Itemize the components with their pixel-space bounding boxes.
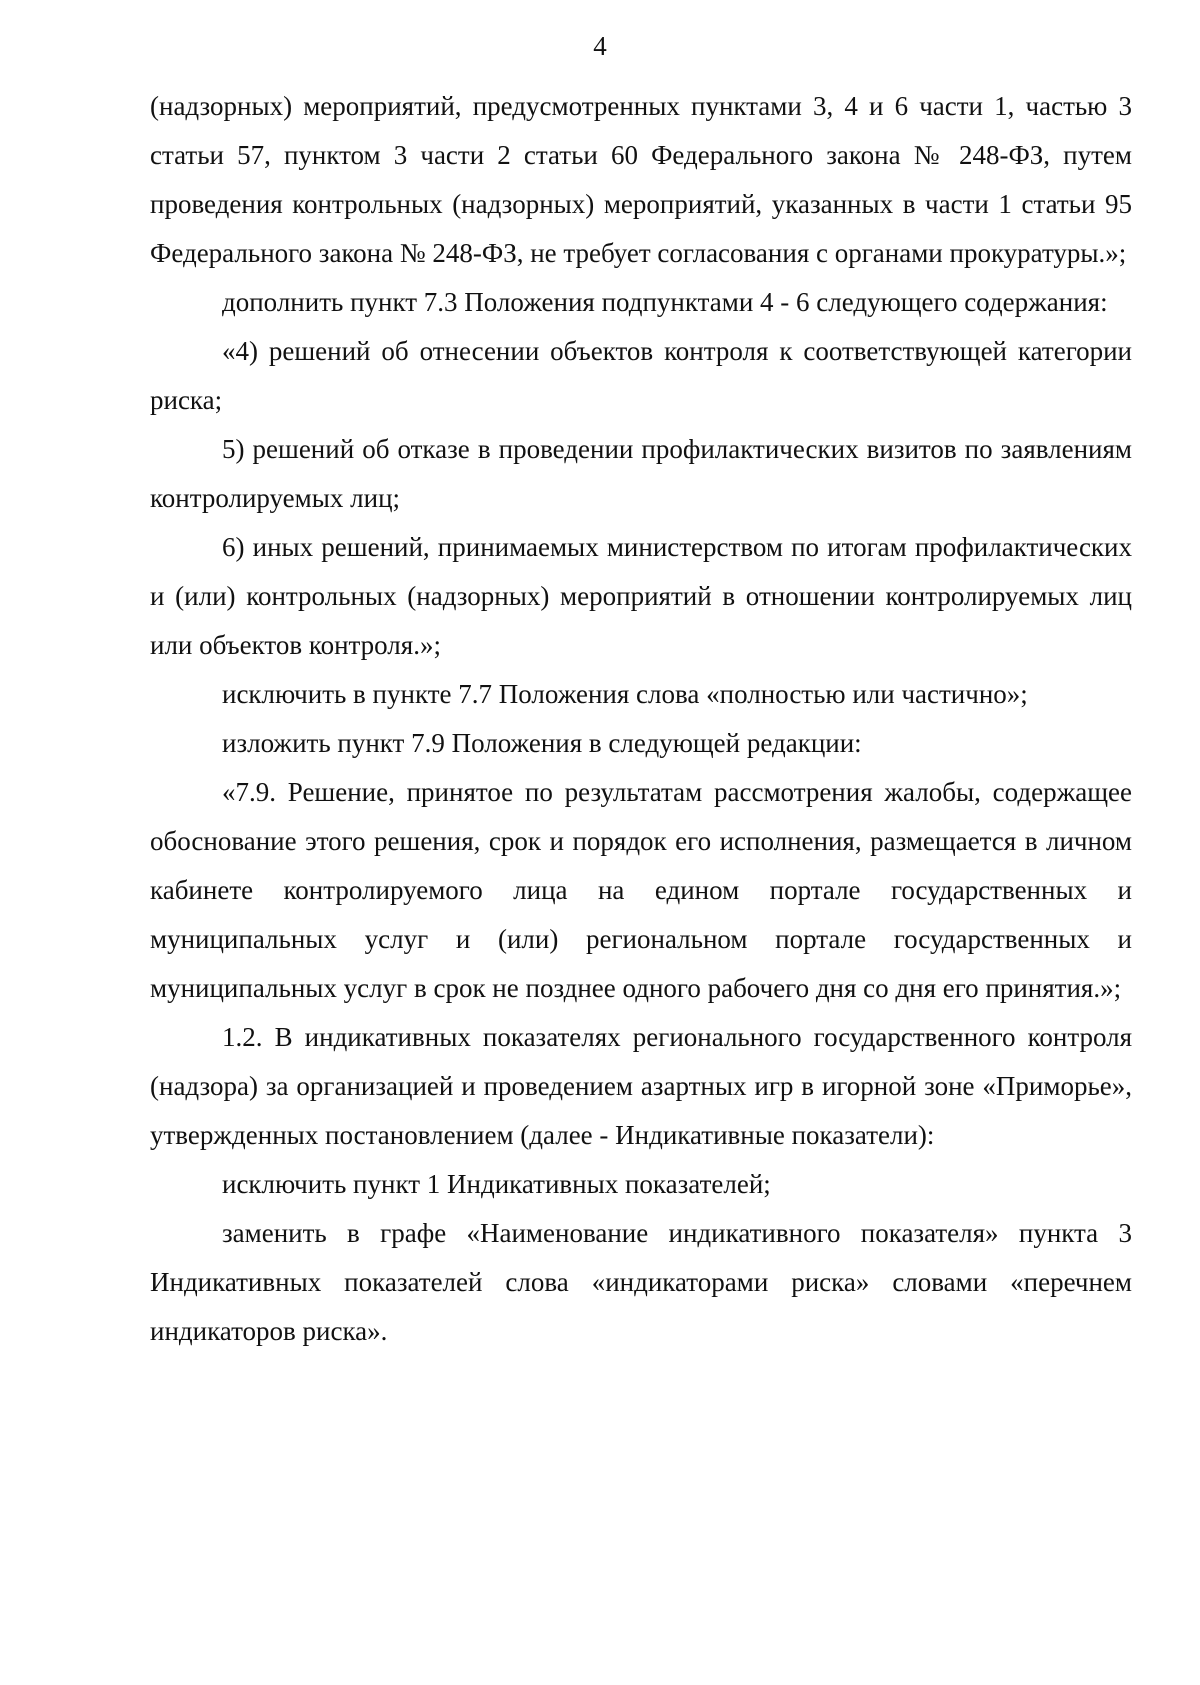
document-body	[150, 82, 1132, 1356]
paragraph-amend-7-7: исключить в пункте 7.7 Положения слова «полностью или частично»;	[222, 679, 1028, 709]
paragraph-subitem-6: 6) иных решений, принимаемых министерством по итогам профилактических и (или) контрольных (надзорных) мероприятий в отношении контролируемых лиц или объектов контроля.»;	[150, 532, 1132, 660]
paragraph-subitem-5: 5) решений об отказе в проведении профилактических визитов по заявлениям контролируемых лиц;	[150, 434, 1132, 513]
paragraph-section-1-2: 1.2. В индикативных показателях регионального государственного контроля (надзора) за организацией и проведением азартных игр в игорной зоне «Приморье», утвержденных постановлением (далее - Индикативные показатели):	[150, 1022, 1132, 1150]
page-number: 4	[593, 31, 607, 61]
paragraph-exclude-item-1: исключить пункт 1 Индикативных показателей;	[222, 1169, 771, 1199]
paragraph-amend-7-9: изложить пункт 7.9 Положения в следующей редакции:	[222, 728, 862, 758]
paragraph-replace-item-3: заменить в графе «Наименование индикативного показателя» пункта 3 Индикативных показателей слова «индикаторами риска» словами «перечнем индикаторов риска».	[150, 1218, 1132, 1346]
paragraph-subitem-4: «4) решений об отнесении объектов контроля к соответствующей категории риска;	[150, 336, 1132, 415]
paragraph-continuation: (надзорных) мероприятий, предусмотренных пунктами 3, 4 и 6 части 1, частью 3 статьи 57, пунктом 3 части 2 статьи 60 Федерального закона № 248-ФЗ, путем проведения контрольных (надзорных) мероприятий, указанных в части 1 статьи 95 Федерального закона № 248-ФЗ, не требует согласования с органами прокуратуры.»;	[150, 91, 1132, 268]
paragraph-amend-7-3: дополнить пункт 7.3 Положения подпунктами 4 - 6 следующего содержания:	[222, 287, 1108, 317]
paragraph-item-7-9-text: «7.9. Решение, принятое по результатам рассмотрения жалобы, содержащее обоснование этого решения, срок и порядок его исполнения, размещается в личном кабинете контролируемого лица на едином портале государственных и муниципальных услуг и (или) региональном портале государственных и муниципальных услуг в срок не позднее одного рабочего дня со дня его принятия.»;	[150, 777, 1132, 1003]
